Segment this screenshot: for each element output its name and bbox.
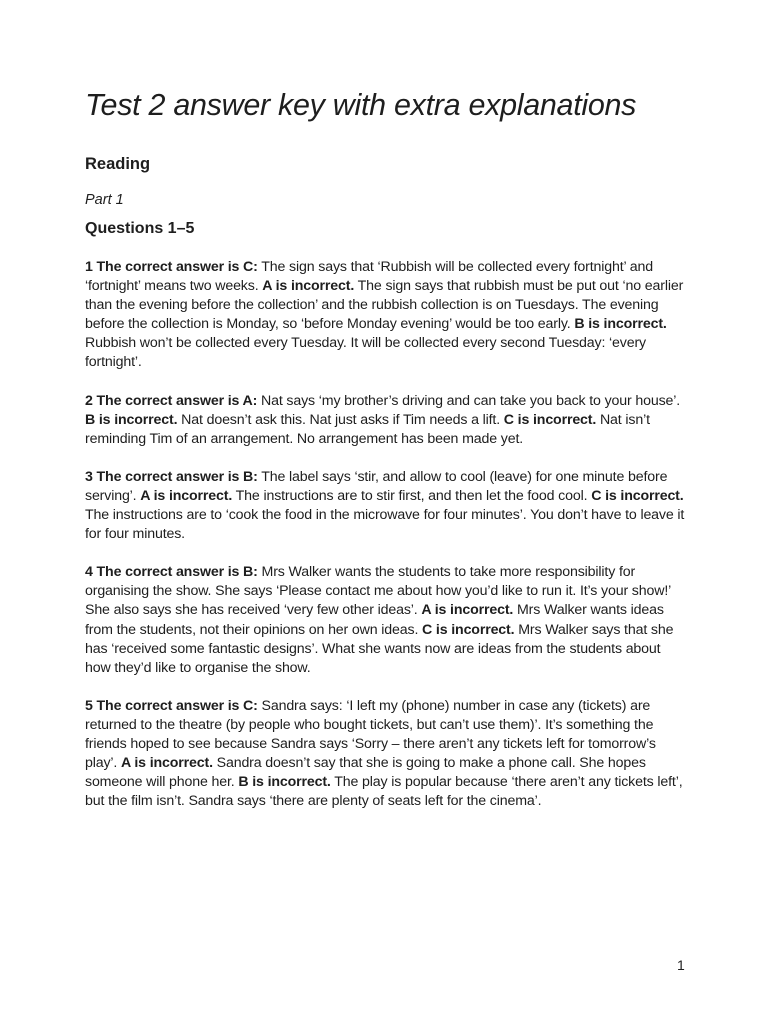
answer-paragraph-2	[85, 392, 685, 449]
answer-paragraph-5	[85, 697, 685, 812]
answer-text: Nat doesn’t ask this. Nat just asks if Tim needs a lift.	[177, 411, 504, 428]
section-heading: Reading	[85, 155, 151, 173]
answer-text: The instructions are to ‘cook the food in the microwave for four minutes’. You don’t have to leave it for four minutes.	[85, 507, 685, 543]
answer-text: Mrs Walker wants the students to take more responsibility for organising the show. She says ‘Please contact me about how you’d like to run it. It’s your show!’ She also says she has received ‘very few other ideas’.	[85, 564, 671, 619]
answer-text: The sign says that ‘Rubbish will be collected every fortnight’ and ‘fortnight’ means two weeks.	[85, 259, 654, 295]
answer-paragraph-4	[85, 563, 685, 678]
answer-emphasis: 3 The correct answer is B:	[85, 468, 258, 485]
answer-text: Rubbish won’t be collected every Tuesday. It will be collected every second Tuesday: ‘every fortnight’.	[85, 335, 646, 371]
answer-text: Nat says ‘my brother’s driving and can take you back to your house’.	[257, 392, 681, 409]
answer-emphasis: 5 The correct answer is C:	[85, 697, 258, 714]
answer-emphasis: 4 The correct answer is B:	[85, 564, 258, 581]
answer-text: The sign says that rubbish must be put out ‘no earlier than the evening before the collection’ and the rubbish collection is on Tuesdays. The evening before the collection is Monday, so ‘before Monday evening’ would be too early.	[85, 278, 684, 333]
answer-text: Mrs Walker says that she has ‘received some fantastic designs’. What she wants now are ideas from the students about how they’d like to organise the show.	[85, 621, 674, 676]
answer-text: Nat isn’t reminding Tim of an arrangement. No arrangement has been made yet.	[85, 411, 650, 447]
document-title: Test 2 answer key with extra explanations	[85, 88, 637, 122]
answer-text: Sandra doesn’t say that she is going to make a phone call. She hopes someone will phone her.	[85, 755, 646, 791]
answer-text: The label says ‘stir, and allow to cool (leave) for one minute before serving’.	[85, 468, 668, 504]
answer-emphasis: 1 The correct answer is C:	[85, 259, 258, 275]
answer-emphasis: A is incorrect.	[121, 755, 213, 772]
answer-emphasis: A is incorrect.	[140, 487, 233, 504]
answer-paragraph-3	[85, 468, 685, 544]
answer-emphasis: C is incorrect.	[591, 487, 684, 504]
answer-emphasis: A is incorrect.	[262, 278, 355, 295]
answer-paragraph-1	[85, 258, 685, 373]
answer-emphasis: C is incorrect.	[503, 411, 597, 428]
answer-emphasis: 2 The correct answer is A:	[85, 392, 258, 409]
answer-emphasis: B is incorrect.	[85, 411, 178, 428]
answer-text: The play is popular because ‘there aren’t any tickets left’, but the film isn’t. Sandra says ‘there are plenty of seats left for the cinema’.	[85, 774, 683, 810]
questions-heading: Questions 1–5	[85, 220, 195, 237]
answer-emphasis: B is incorrect.	[238, 774, 331, 791]
answer-emphasis: B is incorrect.	[574, 316, 667, 333]
part-label: Part 1	[85, 192, 124, 208]
answer-text: The instructions are to stir first, and then let the food cool.	[232, 487, 592, 504]
answer-text: Sandra says: ‘I left my (phone) number in case any (tickets) are returned to the theatre (by people who bought tickets, but can’t use them)’. It’s something the friends hoped to see because Sandra says ‘Sorry – there aren’t any tickets left for tomorrow’s play’.	[85, 697, 656, 772]
answer-emphasis: C is incorrect.	[422, 621, 515, 638]
answer-emphasis: A is incorrect.	[421, 602, 514, 619]
page-number: 1	[677, 957, 685, 973]
answer-text: Mrs Walker wants ideas from the students, not their opinions on her own ideas.	[85, 602, 664, 638]
answer-list	[85, 258, 685, 830]
